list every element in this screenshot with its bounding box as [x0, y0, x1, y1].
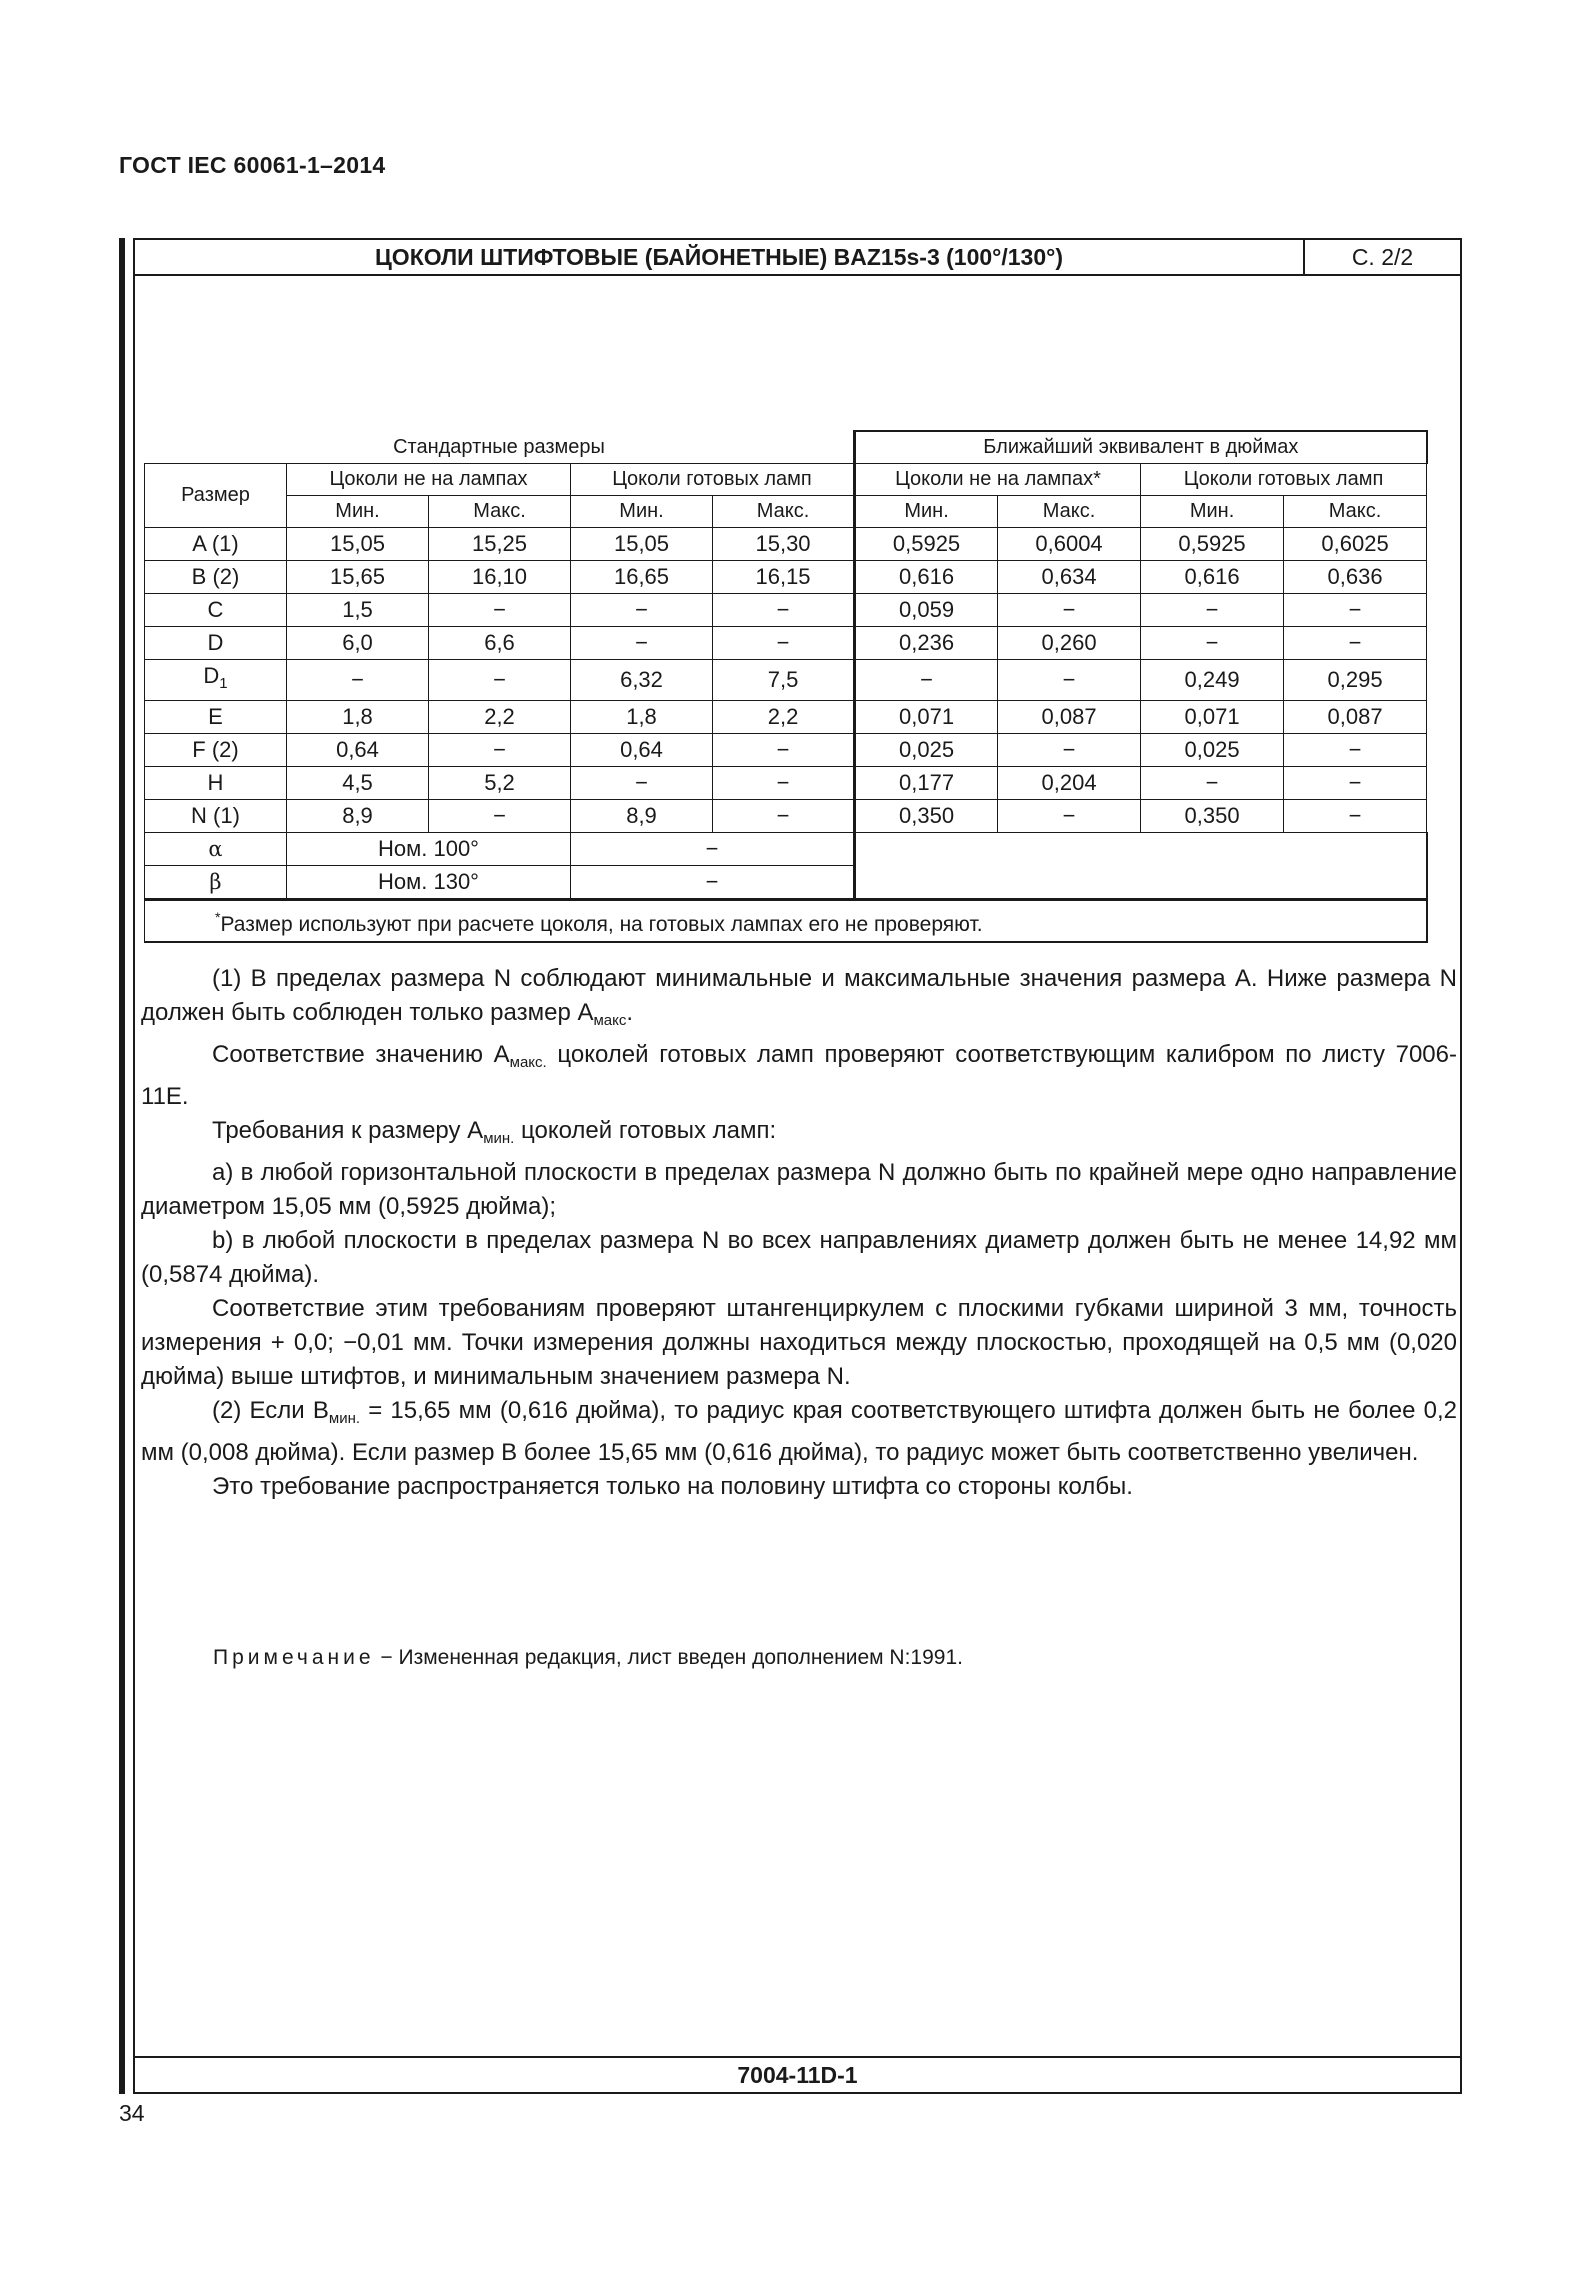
table-cell: Ном. 100° — [287, 833, 571, 866]
table-cell: − — [713, 767, 855, 800]
paragraph: (1) В пределах размера N соблюдают минимальные и максимальные значения размера А. Ниже размера N должен быть соблюден только размер $А_{макс}$. — [141, 965, 1457, 1029]
explanatory-text — [141, 962, 1457, 1504]
sheet-number: С. 2/2 — [1351, 244, 1414, 270]
header-max: Макс. — [713, 496, 855, 528]
header-not-on-lamps: Цоколи не на лампах — [287, 464, 571, 496]
table-cell: − — [1284, 594, 1427, 627]
table-footnote-row — [145, 900, 1427, 943]
table-cell: 0,249 — [1141, 660, 1284, 701]
title-row — [135, 240, 1460, 276]
table-cell: 7,5 — [713, 660, 855, 701]
table-cell: Ном. 130° — [287, 866, 571, 900]
table-cell: 0,295 — [1284, 660, 1427, 701]
row-label: $D_1$ — [145, 660, 287, 701]
row-label: D — [145, 627, 287, 660]
table-cell: 0,616 — [1141, 561, 1284, 594]
table-row — [145, 561, 1427, 594]
table-cell: 1,8 — [571, 701, 713, 734]
table-cell: 0,177 — [855, 767, 998, 800]
table-cell: 16,15 — [713, 561, 855, 594]
table-cell: 15,25 — [429, 528, 571, 561]
table-cell: − — [713, 800, 855, 833]
table-cell: 0,350 — [1141, 800, 1284, 833]
table-row — [145, 833, 1427, 866]
table-cell: 2,2 — [713, 701, 855, 734]
table-cell: − — [713, 627, 855, 660]
table-cell: 4,5 — [287, 767, 429, 800]
table-cell: − — [429, 734, 571, 767]
table-cell: 0,059 — [855, 594, 998, 627]
header-finished-lamps-inch: Цоколи готовых ламп — [1141, 464, 1427, 496]
table-cell: − — [571, 833, 855, 866]
table-cell: − — [1284, 767, 1427, 800]
header-min: Мин. — [571, 496, 713, 528]
sheet-title: ЦОКОЛИ ШТИФТОВЫЕ (БАЙОНЕТНЫЕ) BAZ15s-3 (100°/130°) — [135, 240, 1305, 274]
table-header-row — [145, 464, 1427, 496]
header-size: Размер — [145, 464, 287, 528]
table-cell: 0,204 — [998, 767, 1141, 800]
table-cell: − — [998, 800, 1141, 833]
table-cell: − — [713, 734, 855, 767]
table-cell: 0,087 — [998, 701, 1141, 734]
table-cell: 8,9 — [287, 800, 429, 833]
row-label: N (1) — [145, 800, 287, 833]
table-cell: − — [998, 594, 1141, 627]
paragraph: b) в любой плоскости в пределах размера N во всех направлениях диаметр должен быть не менее 14,92 мм (0,5874 дюйма). — [141, 1227, 1457, 1288]
table-cell: 0,071 — [855, 701, 998, 734]
table-cell: − — [571, 594, 713, 627]
header-max: Макс. — [998, 496, 1141, 528]
row-label: H — [145, 767, 287, 800]
table-cell: − — [855, 660, 998, 701]
table-cell: − — [571, 866, 855, 900]
table-cell: − — [713, 594, 855, 627]
table-row — [145, 734, 1427, 767]
row-label: β — [145, 866, 287, 900]
paragraph: Требования к размеру $А_{мин.}$ цоколей готовых ламп: — [212, 1117, 777, 1147]
paragraph: а) в любой горизонтальной плоскости в пределах размера N должно быть по крайней мере одно направление диаметром 15,05 мм (0,5925 дюйма); — [141, 1159, 1457, 1220]
table-cell: 6,32 — [571, 660, 713, 701]
table-cell: 6,0 — [287, 627, 429, 660]
table-cell: − — [571, 767, 713, 800]
table-cell: − — [1141, 627, 1284, 660]
table-cell: 16,65 — [571, 561, 713, 594]
paragraph: (2) Если $В_{мин.} = 15,65$ мм (0,616 дюйма), то радиус края соответствующего штифта должен быть не более 0,2 мм (0,008 дюйма). Если размер В более 15,65 мм (0,616 дюйма), то радиус может быть соответственно увеличен. — [141, 1397, 1457, 1466]
table-header-row — [145, 496, 1427, 528]
table-cell: − — [998, 734, 1141, 767]
table-row — [145, 701, 1427, 734]
table-cell: 6,6 — [429, 627, 571, 660]
table-footnote — [145, 900, 1427, 943]
paragraph: Это требование распространяется только на половину штифта со стороны колбы. — [212, 1473, 1133, 1500]
row-label: F (2) — [145, 734, 287, 767]
table-cell: 0,025 — [1141, 734, 1284, 767]
table-row — [145, 767, 1427, 800]
header-standard-sizes: Стандартные размеры — [145, 431, 855, 464]
row-label: C — [145, 594, 287, 627]
table-cell: 0,6004 — [998, 528, 1141, 561]
table-cell: 1,5 — [287, 594, 429, 627]
table-cell: 0,025 — [855, 734, 998, 767]
table-cell: − — [429, 800, 571, 833]
footnote-star: * — [215, 909, 221, 925]
table-row — [145, 800, 1427, 833]
table-cell: − — [571, 627, 713, 660]
table-cell: 0,634 — [998, 561, 1141, 594]
paragraph: Соответствие этим требованиям проверяют штангенциркулем с плоскими губками шириной 3 мм, точность измерения + 0,0; −0,01 мм. Точки измерения должны находиться между плоскостью, проходящей на 0,5 мм (0,020 дюйма) выше штифтов, и минимальным значением размера N. — [141, 1295, 1457, 1390]
header-max: Макс. — [429, 496, 571, 528]
table-cell: 0,64 — [287, 734, 429, 767]
table-cell: 15,65 — [287, 561, 429, 594]
table-cell: 8,9 — [571, 800, 713, 833]
table-cell: 5,2 — [429, 767, 571, 800]
paragraph: Соответствие значению $А_{макс.}$ цоколей готовых ламп проверяют соответствующим калибром по листу 7006-11Е. — [141, 1041, 1457, 1110]
table-cell: 0,236 — [855, 627, 998, 660]
row-label: E — [145, 701, 287, 734]
table-cell: 0,087 — [1284, 701, 1427, 734]
table-row — [145, 660, 1427, 701]
page-number: 34 — [119, 2100, 145, 2126]
table-cell: 1,8 — [287, 701, 429, 734]
table-cell: 15,30 — [713, 528, 855, 561]
table-cell: 0,350 — [855, 800, 998, 833]
dimensions-table — [144, 430, 1428, 943]
header-max: Макс. — [1284, 496, 1427, 528]
table-cell: 16,10 — [429, 561, 571, 594]
header-min: Мин. — [287, 496, 429, 528]
row-label: α — [145, 833, 287, 866]
table-cell: − — [1284, 734, 1427, 767]
table-cell: 0,636 — [1284, 561, 1427, 594]
table-cell: − — [1284, 800, 1427, 833]
table-cell: 2,2 — [429, 701, 571, 734]
table-cell: 15,05 — [287, 528, 429, 561]
table-cell: − — [998, 660, 1141, 701]
table-cell: − — [1284, 627, 1427, 660]
empty-cell — [855, 833, 1427, 900]
table-row — [145, 594, 1427, 627]
header-inch-equivalent: Ближайший эквивалент в дюймах — [855, 431, 1427, 464]
header-not-on-lamps-inch: Цоколи не на лампах* — [855, 464, 1141, 496]
table-cell: 0,5925 — [855, 528, 998, 561]
table-cell: 0,6025 — [1284, 528, 1427, 561]
table-row — [145, 627, 1427, 660]
document-header: ГОСТ IEC 60061-1–2014 — [119, 152, 386, 178]
table-cell: 0,616 — [855, 561, 998, 594]
footnote-text: Размер используют при расчете цоколя, на готовых лампах его не проверяют. — [220, 913, 983, 936]
table-header-row — [145, 431, 1427, 464]
sheet-code: 7004-11D-1 — [135, 2056, 1460, 2092]
note-text: − Измененная редакция, лист введен дополнением N:1991. — [374, 1646, 963, 1669]
table-cell: − — [1141, 594, 1284, 627]
table-cell: 0,64 — [571, 734, 713, 767]
row-label: B (2) — [145, 561, 287, 594]
table-row — [145, 528, 1427, 561]
header-min: Мин. — [855, 496, 998, 528]
table-cell: − — [429, 660, 571, 701]
row-label: A (1) — [145, 528, 287, 561]
table-cell: 15,05 — [571, 528, 713, 561]
header-finished-lamps: Цоколи готовых ламп — [571, 464, 855, 496]
table-cell: 0,071 — [1141, 701, 1284, 734]
note — [213, 1646, 963, 1670]
table-cell: − — [429, 594, 571, 627]
frame-left-bar — [119, 238, 125, 2094]
table-cell: − — [287, 660, 429, 701]
note-label: Примечание — [213, 1646, 375, 1669]
table-cell: − — [1141, 767, 1284, 800]
table-cell: 0,260 — [998, 627, 1141, 660]
table-cell: 0,5925 — [1141, 528, 1284, 561]
header-min: Мин. — [1141, 496, 1284, 528]
